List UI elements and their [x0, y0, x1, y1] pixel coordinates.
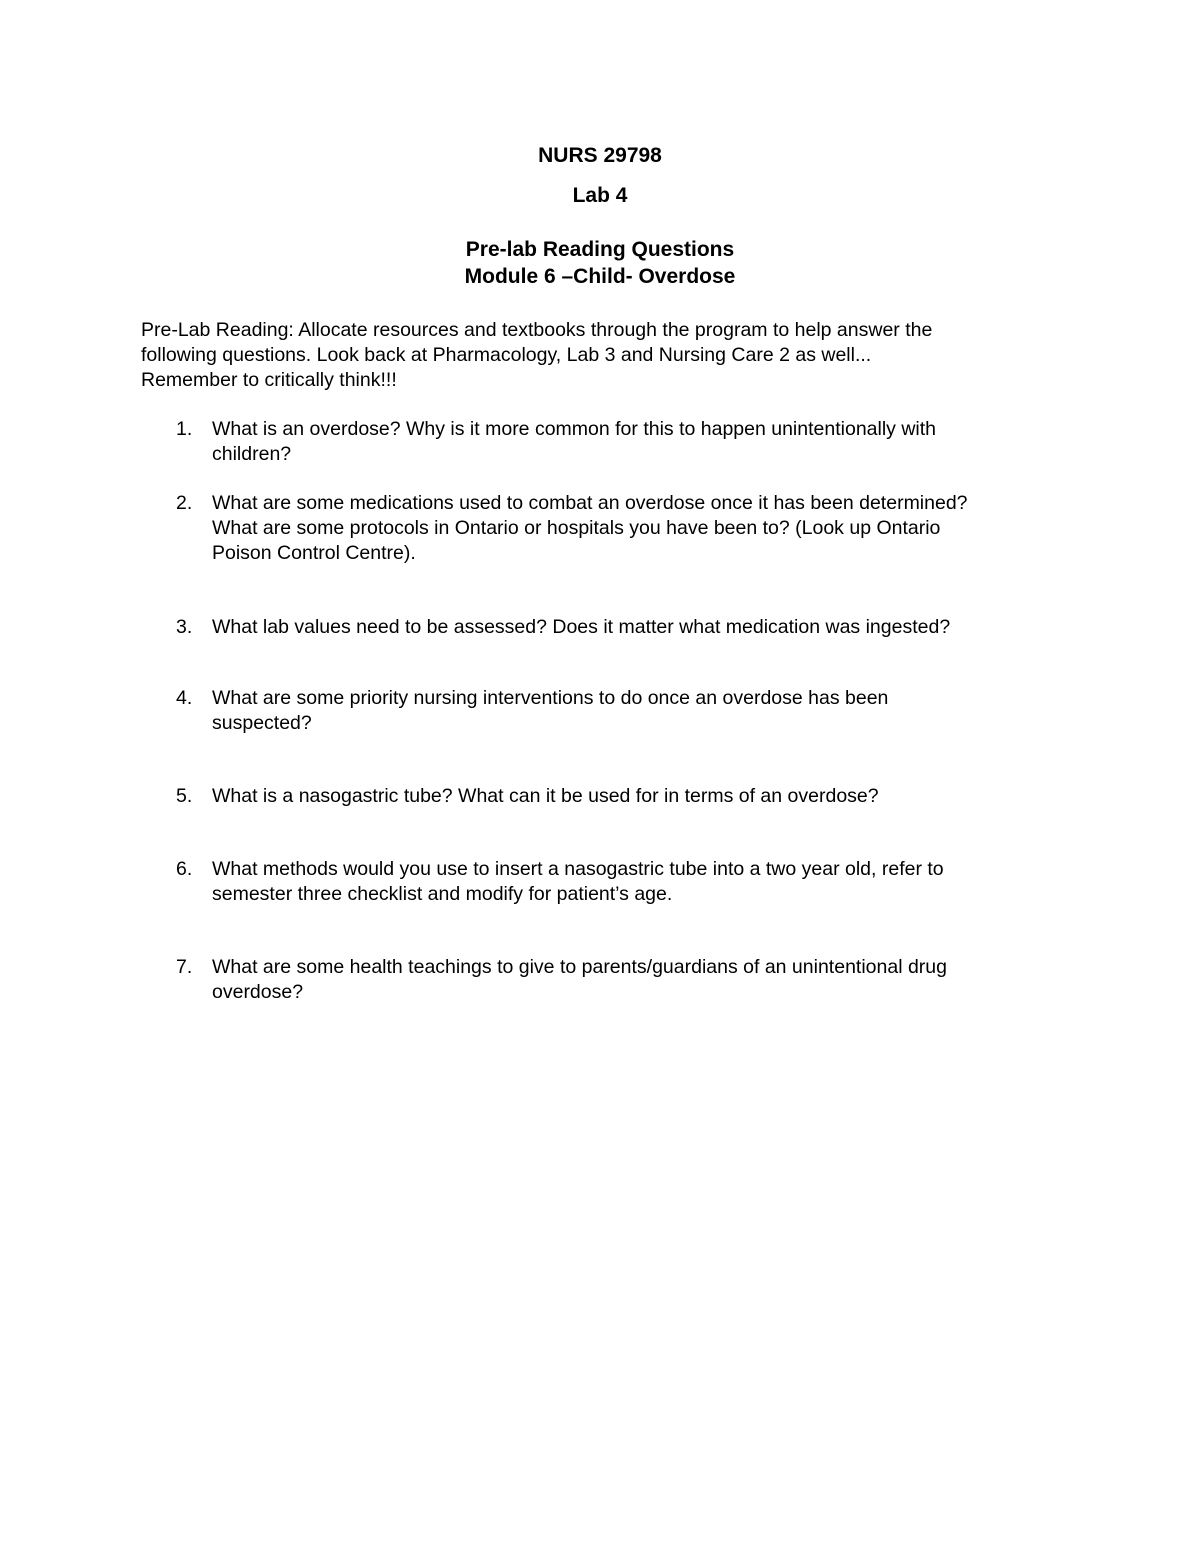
question-text: [212, 417, 1092, 467]
question-line: What is a nasogastric tube? What can it be used for in terms of an overdose?: [212, 785, 879, 807]
question-line: semester three checklist and modify for patient’s age.: [212, 883, 673, 905]
lab-number: Lab 4: [572, 184, 628, 207]
question-number: 7.: [176, 956, 193, 978]
intro-paragraph: [141, 318, 1071, 393]
question-line: Poison Control Centre).: [212, 542, 416, 564]
course-code: NURS 29798: [538, 144, 662, 167]
document-title: Pre-lab Reading Questions: [465, 238, 735, 261]
question-text: [212, 491, 1092, 566]
question-text: [212, 615, 1092, 640]
question-line: What methods would you use to insert a nasogastric tube into a two year old, refer to: [212, 858, 944, 880]
question-line: What are some medications used to combat an overdose once it has been determined?: [212, 492, 968, 514]
question-number: 1.: [176, 418, 193, 440]
question-text: [212, 686, 1092, 736]
question-text: [212, 784, 1092, 809]
question-number: 5.: [176, 785, 193, 807]
question-line: children?: [212, 443, 292, 465]
question-line: What are some protocols in Ontario or hospitals you have been to? (Look up Ontario: [212, 517, 941, 539]
question-number: 3.: [176, 616, 193, 638]
question-line: suspected?: [212, 712, 312, 734]
question-line: What is an overdose? Why is it more common for this to happen unintentionally with: [212, 418, 937, 440]
question-line: What are some health teachings to give to parents/guardians of an unintentional drug: [212, 956, 947, 978]
question-line: What lab values need to be assessed? Does it matter what medication was ingested?: [212, 616, 951, 638]
question-number: 4.: [176, 687, 193, 709]
question-text: [212, 857, 1092, 907]
intro-line: Pre-Lab Reading: Allocate resources and textbooks through the program to help answer the: [141, 319, 933, 341]
intro-line: Remember to critically think!!!: [141, 369, 397, 391]
module-title: Module 6 –Child- Overdose: [464, 265, 736, 288]
question-number: 2.: [176, 492, 193, 514]
question-number: 6.: [176, 858, 193, 880]
question-text: [212, 955, 1092, 1005]
intro-line: following questions. Look back at Pharmacology, Lab 3 and Nursing Care 2 as well...: [141, 344, 872, 366]
question-line: What are some priority nursing interventions to do once an overdose has been: [212, 687, 889, 709]
question-line: overdose?: [212, 981, 304, 1003]
